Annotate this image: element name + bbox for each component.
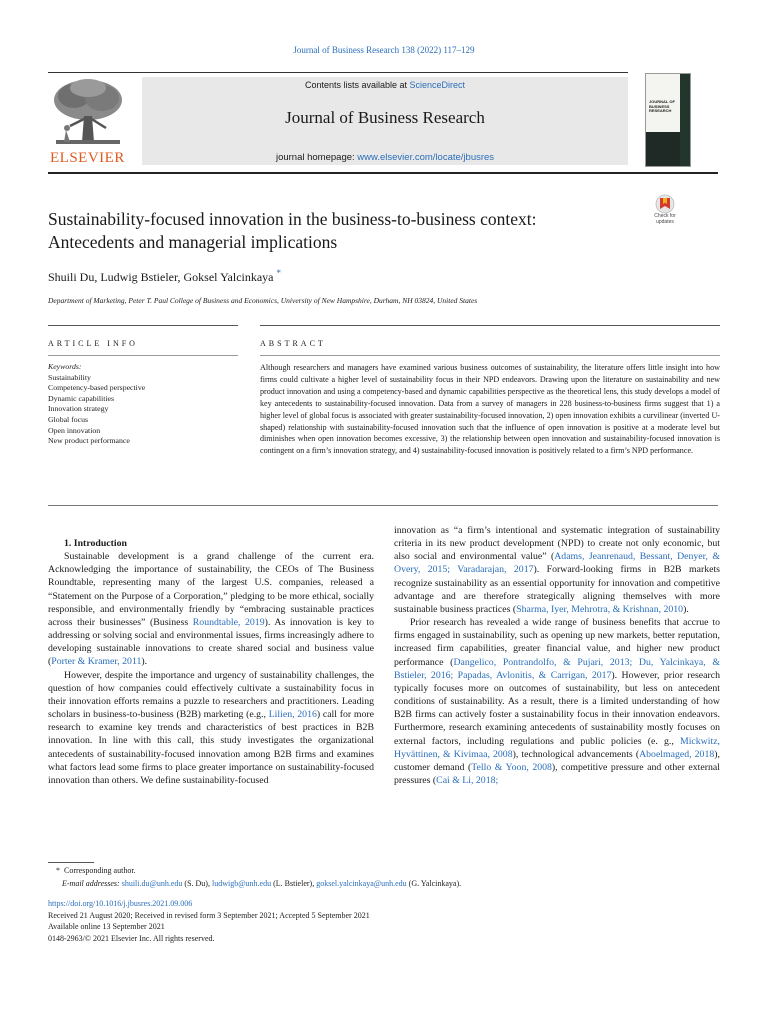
doi-link[interactable]: https://doi.org/10.1016/j.jbusres.2021.09.006 bbox=[48, 899, 193, 908]
paragraph-text: ). bbox=[141, 656, 148, 668]
article-title-line-1: Sustainability-focused innovation in the business-to-business context: bbox=[48, 209, 537, 229]
paragraph-text: However, despite the importance and urgency of sustainability challenges, the question of how companies could effectively cultivate a sustainability focus in their innovation efforts remains a puzzle to researchers and practitioners. Leading scholars in business-to-business (B2B) marketing (e.g., bbox=[48, 669, 374, 721]
footnote-mark: * bbox=[56, 866, 60, 875]
journal-citation-link[interactable]: Journal of Business Research 138 (2022) 117–129 bbox=[293, 45, 475, 55]
tree-of-knowledge-icon bbox=[48, 76, 128, 148]
abstract-heading: ABSTRACT bbox=[260, 339, 326, 348]
check-for-updates-label: Check for updates bbox=[654, 213, 676, 225]
check-for-updates-button[interactable] bbox=[647, 194, 683, 230]
homepage-prefix: journal homepage: bbox=[275, 152, 358, 163]
check-for-updates-icon bbox=[647, 194, 683, 214]
paragraph-text: ). bbox=[683, 603, 689, 615]
available-online: Available online 13 September 2021 bbox=[48, 922, 165, 932]
paragraph-text: ). However, prior research typically focuses more on outcomes of sustainability, but less on antecedent conditions of sustainability. As a result, there is a limited understanding of how B2B firms can actively foster a sustainability focus in their innovation endeavors. Furthermore, research examining antecedents of sustainability mostly focuses on external factors, including regulations and public policies (e. g., bbox=[394, 669, 720, 747]
corresponding-author-note bbox=[56, 866, 136, 875]
keywords-block bbox=[48, 362, 238, 447]
citation-link[interactable]: Adams, Jeanrenaud, Bessant, Denyer, & Overy, 2015; Varadarajan, 2017 bbox=[394, 551, 720, 576]
citation-link[interactable]: Aboelmaged, 2018 bbox=[639, 748, 715, 760]
article-info-rule-2 bbox=[48, 355, 238, 356]
section-heading-introduction: 1. Introduction bbox=[64, 538, 127, 549]
body-column-right bbox=[394, 524, 720, 787]
abstract-text: Although researchers and managers have examined various business outcomes of sustainability, the literature offers little insight into how firms could cultivate a higher level of sustainability focus in their NPD endeavors. Drawing upon the literature on sustainability and new product innovation and using a competency-based and dynamic capabilities perspective as the theoretical lens, this study develops a model of key antecedents to sustainability-focused innovation. Data from a survey of managers in 228 business-to-business firms suggest that 1) a higher level of global focus is associated with greater sustainability-focused innovation, 2) open innovation exhibits a curvilinear (inverted U-shaped) relationship with sustainability-focused innovation such that the influence of open innovation is positive at a moderate level but diminishes when open innovation becomes excessive, 3) the relationship between open innovation and sustainability-focused innovation is contingent on a firm’s innovation strategy, and 4) sustainability-focused innovation is positively related to a firm’s NPD performance. bbox=[260, 363, 720, 456]
email-link[interactable]: ludwigb@unh.edu bbox=[211, 879, 272, 888]
corresponding-author-mark[interactable]: * bbox=[276, 268, 282, 278]
copyright: 0148-2963/© 2021 Elsevier Inc. All rights reserved. bbox=[48, 933, 215, 943]
paragraph-text: Sustainable development is a grand challenge of the current era. Acknowledging the importance of sustainability, the CEOs of The Business Roundtable, representing many of the largest U.S. companies, released a “Statement on the Purpose of a Corporation,” pledging to be more ethical, socially responsible, and environmentally friendly by “embracing sustainable practices across their businesses” (Business bbox=[48, 551, 374, 628]
keyword-item: New product performance bbox=[48, 436, 130, 446]
citation-link[interactable]: Lilien, 2016 bbox=[268, 709, 317, 721]
journal-title: Journal of Business Research bbox=[285, 108, 485, 127]
footnote-text: Corresponding author. bbox=[64, 866, 136, 875]
abstract-rule bbox=[260, 325, 720, 326]
article-info-heading: ARTICLE INFO bbox=[48, 339, 138, 348]
paragraph-text: innovation as “a firm’s intentional and systematic integration of sustainability criteria in its new product development (NPD) to create not only economic, but also social and environmental value” ( bbox=[394, 525, 720, 563]
citation-link[interactable]: Mickwitz, Hyvättinen, & Kivimaa, 2008 bbox=[394, 735, 720, 760]
elsevier-logo bbox=[48, 76, 128, 168]
email-owner: (L. Bstieler), bbox=[271, 879, 317, 888]
keyword-item: Innovation strategy bbox=[48, 404, 109, 414]
article-info-rule bbox=[48, 325, 238, 326]
citation-link[interactable]: Porter & Kramer, 2011 bbox=[51, 656, 142, 668]
paragraph-text: ). As innovation is key to addressing or solving social and environmental issues, firms increasingly adhere to developing sustainable innovations to create shared social and business value ( bbox=[48, 616, 375, 668]
paragraph-text: ), technological advancements ( bbox=[512, 748, 640, 760]
article-metadata bbox=[48, 898, 370, 944]
citation-link[interactable]: Sharma, Iyer, Mehrotra, & Krishnan, 2010 bbox=[516, 603, 684, 615]
body-paragraph bbox=[394, 616, 720, 787]
keyword-item: Competency-based perspective bbox=[48, 383, 146, 393]
header-top-rule bbox=[48, 72, 628, 73]
paragraph-text: ). Forward-looking firms in B2B markets recognize sustainability as an essential opportunity for innovation and competitive advantage and are therefore strategically aligning themselves with more sustainable business practices ( bbox=[394, 564, 720, 615]
body-paragraph bbox=[394, 524, 720, 616]
keyword-item: Open innovation bbox=[48, 425, 101, 435]
abstract-rule-2 bbox=[260, 355, 720, 356]
article-title-line-2: Antecedents and managerial implications bbox=[48, 232, 338, 252]
citation-link[interactable]: Roundtable, 2019 bbox=[192, 616, 265, 628]
contents-prefix: Contents lists available at bbox=[304, 80, 410, 90]
email-addresses bbox=[62, 879, 461, 888]
body-paragraph bbox=[48, 550, 374, 668]
email-link[interactable]: shuili.du@unh.edu bbox=[121, 879, 183, 888]
homepage-link[interactable]: www.elsevier.com/locate/jbusres bbox=[357, 152, 495, 163]
journal-homepage bbox=[142, 152, 628, 163]
citation-link[interactable]: Dangelico, Pontrandolfo, & Pujari, 2013; Du, Yalcinkaya, & Bstieler, 2016; Papadas, Avlonitis, & Carrigan, 2017 bbox=[394, 656, 720, 681]
cover-title: JOURNAL OF BUSINESS RESEARCH bbox=[649, 99, 675, 113]
article-title bbox=[48, 208, 628, 254]
header-bottom-rule bbox=[48, 172, 718, 174]
author-names: Shuili Du, Ludwig Bstieler, Goksel Yalcinkaya bbox=[48, 270, 274, 284]
abstract-bottom-rule bbox=[48, 505, 718, 506]
citation-link[interactable]: Tello & Yoon, 2008 bbox=[471, 761, 552, 773]
body-paragraph bbox=[48, 669, 374, 787]
body-column-left bbox=[48, 537, 374, 787]
citation-link[interactable]: Cai & Li, 2018; bbox=[436, 774, 499, 786]
received-dates: Received 21 August 2020; Received in revised form 3 September 2021; Accepted 5 September 2021 bbox=[48, 910, 370, 920]
sciencedirect-link[interactable]: ScienceDirect bbox=[409, 80, 466, 90]
email-link[interactable]: goksel.yalcinkaya@unh.edu bbox=[316, 879, 407, 888]
paragraph-text: Prior research has revealed a wide range of business benefits that accrue to firms engaged in sustainability, such as opening up new markets, better reputation, increased firm capabilities, greater financial value, and higher new product performance ( bbox=[394, 617, 720, 668]
paragraph-text: ), competitive pressure and other external pressures ( bbox=[394, 761, 720, 786]
author-list bbox=[48, 268, 281, 285]
keyword-item: Global focus bbox=[48, 414, 89, 424]
keyword-item: Dynamic capabilities bbox=[48, 393, 115, 403]
email-owner: (G. Yalcinkaya). bbox=[406, 879, 462, 888]
contents-available bbox=[142, 80, 628, 90]
journal-cover-thumbnail bbox=[645, 73, 691, 167]
author-affiliation: Department of Marketing, Peter T. Paul College of Business and Economics, University of New Hampshire, Durham, NH 03824, United States bbox=[48, 296, 478, 305]
email-label: E-mail addresses: bbox=[62, 879, 120, 888]
footnote-rule bbox=[48, 862, 94, 863]
keywords-label: Keywords: bbox=[48, 362, 82, 371]
paragraph-text: ), customer demand ( bbox=[394, 748, 720, 773]
keyword-item: Sustainability bbox=[48, 372, 91, 382]
publisher-name: ELSEVIER bbox=[50, 150, 125, 166]
paragraph-text: ) call for more research to examine key trends and characteristics of best practices in B2B innovation. In line with this call, this study investigates the organizational antecedents of sustainability-focused innovation among B2B firms and examines what factors lead some firms to place greater importance on sustainability-focused innovation than others. We define sustainability-focused bbox=[48, 709, 375, 786]
cover-stripe bbox=[680, 74, 690, 166]
email-owner: (S. Du), bbox=[182, 879, 212, 888]
